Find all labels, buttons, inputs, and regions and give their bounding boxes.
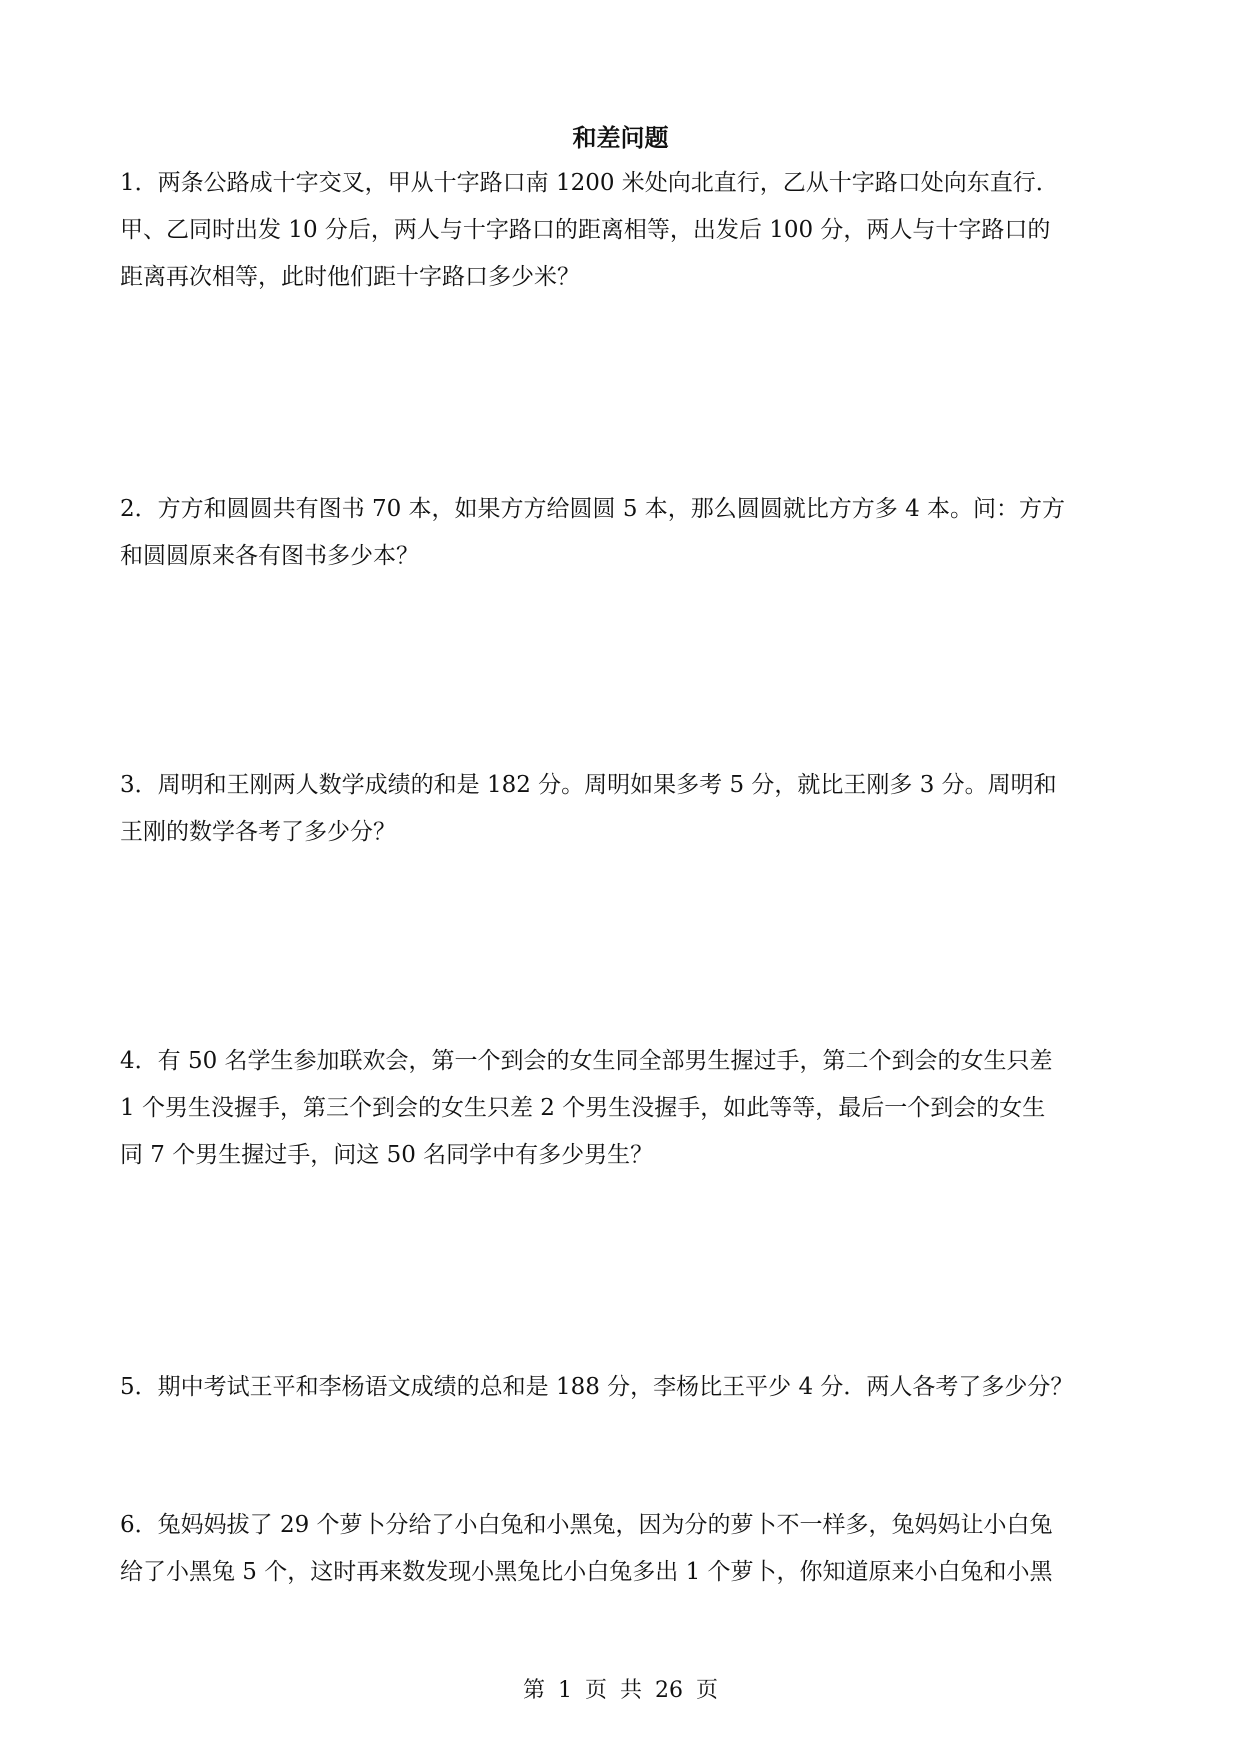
- page-title: 和差问题: [572, 123, 669, 152]
- problem-1-line-3: 距离再次相等，此时他们距十字路口多少米？: [120, 264, 580, 290]
- problem-2-line-1: 2．方方和圆圆共有图书 70 本，如果方方给圆圆 5 本，那么圆圆就比方方多 4 本。问：方方: [120, 496, 1066, 522]
- problem-4-line-3: 同 7 个男生握过手，问这 50 名同学中有多少男生？: [120, 1142, 654, 1168]
- problem-4-line-1: 4．有 50 名学生参加联欢会，第一个到会的女生同全部男生握过手，第二个到会的女生只差: [120, 1048, 1053, 1074]
- problem-4: [120, 1038, 1125, 1179]
- problem-2: [120, 486, 1125, 580]
- page-footer: 第 1 页 共 26 页: [523, 1678, 718, 1703]
- problem-3: [120, 762, 1125, 856]
- problem-5: [120, 1364, 1125, 1411]
- problem-1-line-2: 甲、乙同时出发 10 分后，两人与十字路口的距离相等，出发后 100 分，两人与十字路口的: [120, 217, 1051, 243]
- problem-1-line-1: 1．两条公路成十字交叉，甲从十字路口南 1200 米处向北直行，乙从十字路口处向东直行．: [120, 170, 1059, 196]
- problem-5-line-1: 5．期中考试王平和李杨语文成绩的总和是 188 分，李杨比王平少 4 分．两人各考了多少分？: [120, 1374, 1074, 1400]
- problem-6: [120, 1502, 1125, 1596]
- problem-2-line-2: 和圆圆原来各有图书多少本？: [120, 543, 419, 569]
- problem-3-line-2: 王刚的数学各考了多少分？: [120, 819, 396, 845]
- problem-4-line-2: 1 个男生没握手，第三个到会的女生只差 2 个男生没握手，如此等等，最后一个到会的女生: [120, 1095, 1046, 1121]
- problem-6-line-2: 给了小黑兔 5 个，这时再来数发现小黑兔比小白兔多出 1 个萝卜，你知道原来小白兔和小黑: [120, 1559, 1053, 1585]
- problem-3-line-1: 3．周明和王刚两人数学成绩的和是 182 分。周明如果多考 5 分，就比王刚多 3 分。周明和: [120, 772, 1057, 798]
- problem-1: [120, 160, 1125, 301]
- problem-6-line-1: 6．兔妈妈拔了 29 个萝卜分给了小白兔和小黑兔，因为分的萝卜不一样多，兔妈妈让小白兔: [120, 1512, 1053, 1538]
